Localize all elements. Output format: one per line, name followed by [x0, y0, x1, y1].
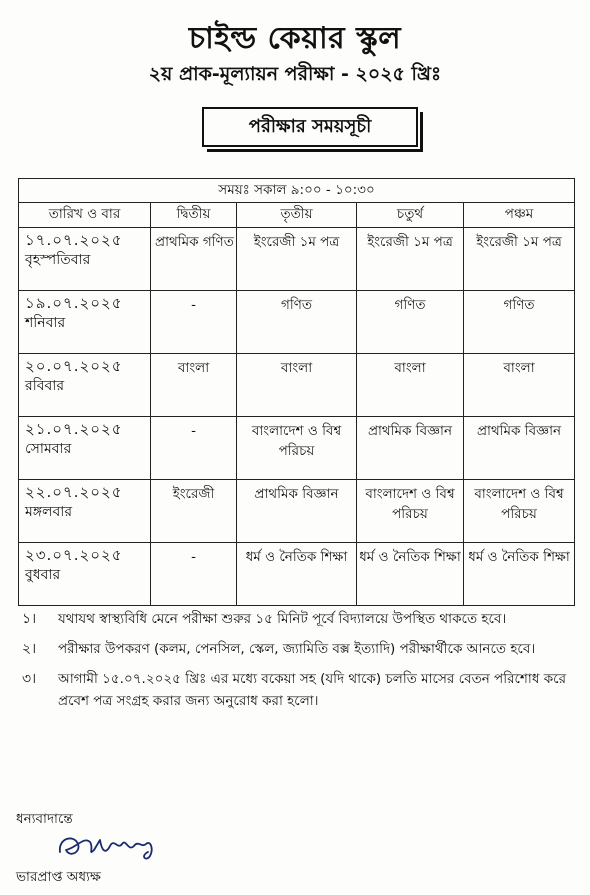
subject-class-two: ইংরেজী: [151, 480, 237, 543]
date: ২৩.০৭.২০২৫: [25, 546, 123, 564]
date: ২১.০৭.২০২৫: [25, 420, 123, 438]
note-text: আগামী ১৫.০৭.২০২৫ খ্রিঃ এর মধ্যে বকেয়া সহ (যদি থাকে) চলতি মাসের বেতন পরিশোধ করে প্রবেশ পত্র সংগ্রহ করার জন্য অনুরোধ করা হলো।: [58, 671, 566, 709]
subject-class-two: বাংলা: [151, 354, 237, 417]
subject-class-five: ইংরেজী ১ম পত্র: [464, 228, 575, 291]
school-name: চাইল্ড কেয়ার স্কুল: [188, 21, 402, 56]
column-header-class-three: তৃতীয়: [237, 203, 357, 228]
table-row: [19, 228, 575, 291]
subject-class-four: বাংলাদেশ ও বিশ্ব পরিচয়: [357, 480, 464, 543]
signatory-title: ভারপ্রাপ্ত অধ্যক্ষ: [16, 869, 101, 885]
exam-time: সময়ঃ সকাল ৯:০০ - ১০:৩০: [19, 179, 575, 203]
date-cell: [19, 417, 151, 480]
subject-class-two: -: [151, 291, 237, 354]
note-text: যথাযথ স্বাস্থ্যবিধি মেনে পরীক্ষা শুরুর ১৫ মিনিট পূর্বে বিদ্যালয়ে উপস্থিত থাকতে হবে।: [58, 611, 507, 627]
subject-class-three: গণিত: [237, 291, 357, 354]
date-cell: [19, 354, 151, 417]
date: ১৭.০৭.২০২৫: [25, 231, 123, 249]
subject-class-three: বাংলাদেশ ও বিশ্ব পরিচয়: [237, 417, 357, 480]
note-number: ৩।: [22, 671, 37, 687]
weekday: রবিবার: [25, 378, 65, 394]
routine-title-box: পরীক্ষার সময়সূচী: [202, 107, 418, 147]
list-item: [22, 608, 572, 630]
weekday: মঙ্গলবার: [25, 504, 73, 520]
date-cell: [19, 543, 151, 606]
table-row: [19, 417, 575, 480]
subject-class-two: প্রাথমিক গণিত: [151, 228, 237, 291]
subject-class-four: বাংলা: [357, 354, 464, 417]
time-row: [19, 179, 575, 203]
date: ১৯.০৭.২০২৫: [25, 294, 123, 312]
date: ২২.০৭.২০২৫: [25, 483, 123, 501]
subject-class-five: বাংলা: [464, 354, 575, 417]
signature-image: [54, 826, 164, 866]
list-item: [22, 668, 572, 712]
subject-class-five: ধর্ম ও নৈতিক শিক্ষা: [464, 543, 575, 606]
table-row: [19, 480, 575, 543]
date-cell: [19, 228, 151, 291]
date-cell: [19, 291, 151, 354]
subject-class-two: -: [151, 543, 237, 606]
subject-class-three: প্রাথমিক বিজ্ঞান: [237, 480, 357, 543]
subject-class-five: বাংলাদেশ ও বিশ্ব পরিচয়: [464, 480, 575, 543]
weekday: শনিবার: [25, 315, 66, 331]
exam-title: ২য় প্রাক-মূল্যায়ন পরীক্ষা - ২০২৫ খ্রিঃ: [148, 63, 442, 85]
subject-class-five: প্রাথমিক বিজ্ঞান: [464, 417, 575, 480]
header-row: [19, 203, 575, 228]
table-row: [19, 543, 575, 606]
subject-class-four: ধর্ম ও নৈতিক শিক্ষা: [357, 543, 464, 606]
weekday: সোমবার: [25, 441, 72, 457]
note-number: ২।: [22, 641, 37, 657]
subject-class-four: প্রাথমিক বিজ্ঞান: [357, 417, 464, 480]
column-header-date: তারিখ ও বার: [19, 203, 151, 228]
subject-class-four: ইংরেজী ১ম পত্র: [357, 228, 464, 291]
exam-schedule-table: [18, 178, 575, 606]
weekday: বৃহস্পতিবার: [25, 252, 91, 268]
list-item: [22, 638, 572, 660]
subject-class-five: গণিত: [464, 291, 575, 354]
note-text: পরীক্ষার উপকরণ (কলম, পেনসিল, স্কেল, জ্যামিতি বক্স ইত্যাদি) পরীক্ষার্থীকে আনতে হবে।: [58, 641, 536, 657]
table-row: [19, 354, 575, 417]
subject-class-four: গণিত: [357, 291, 464, 354]
column-header-class-two: দ্বিতীয়: [151, 203, 237, 228]
date: ২০.০৭.২০২৫: [25, 357, 123, 375]
column-header-class-five: পঞ্চম: [464, 203, 575, 228]
note-number: ১।: [22, 611, 37, 627]
date-cell: [19, 480, 151, 543]
weekday: বুধবার: [25, 567, 61, 583]
subject-class-three: ধর্ম ও নৈতিক শিক্ষা: [237, 543, 357, 606]
subject-class-three: বাংলা: [237, 354, 357, 417]
table-row: [19, 291, 575, 354]
subject-class-two: -: [151, 417, 237, 480]
instructions-list: [22, 608, 572, 720]
closing-thanks: ধন্যবাদান্তে: [16, 811, 73, 827]
column-header-class-four: চতুর্থ: [357, 203, 464, 228]
subject-class-three: ইংরেজী ১ম পত্র: [237, 228, 357, 291]
